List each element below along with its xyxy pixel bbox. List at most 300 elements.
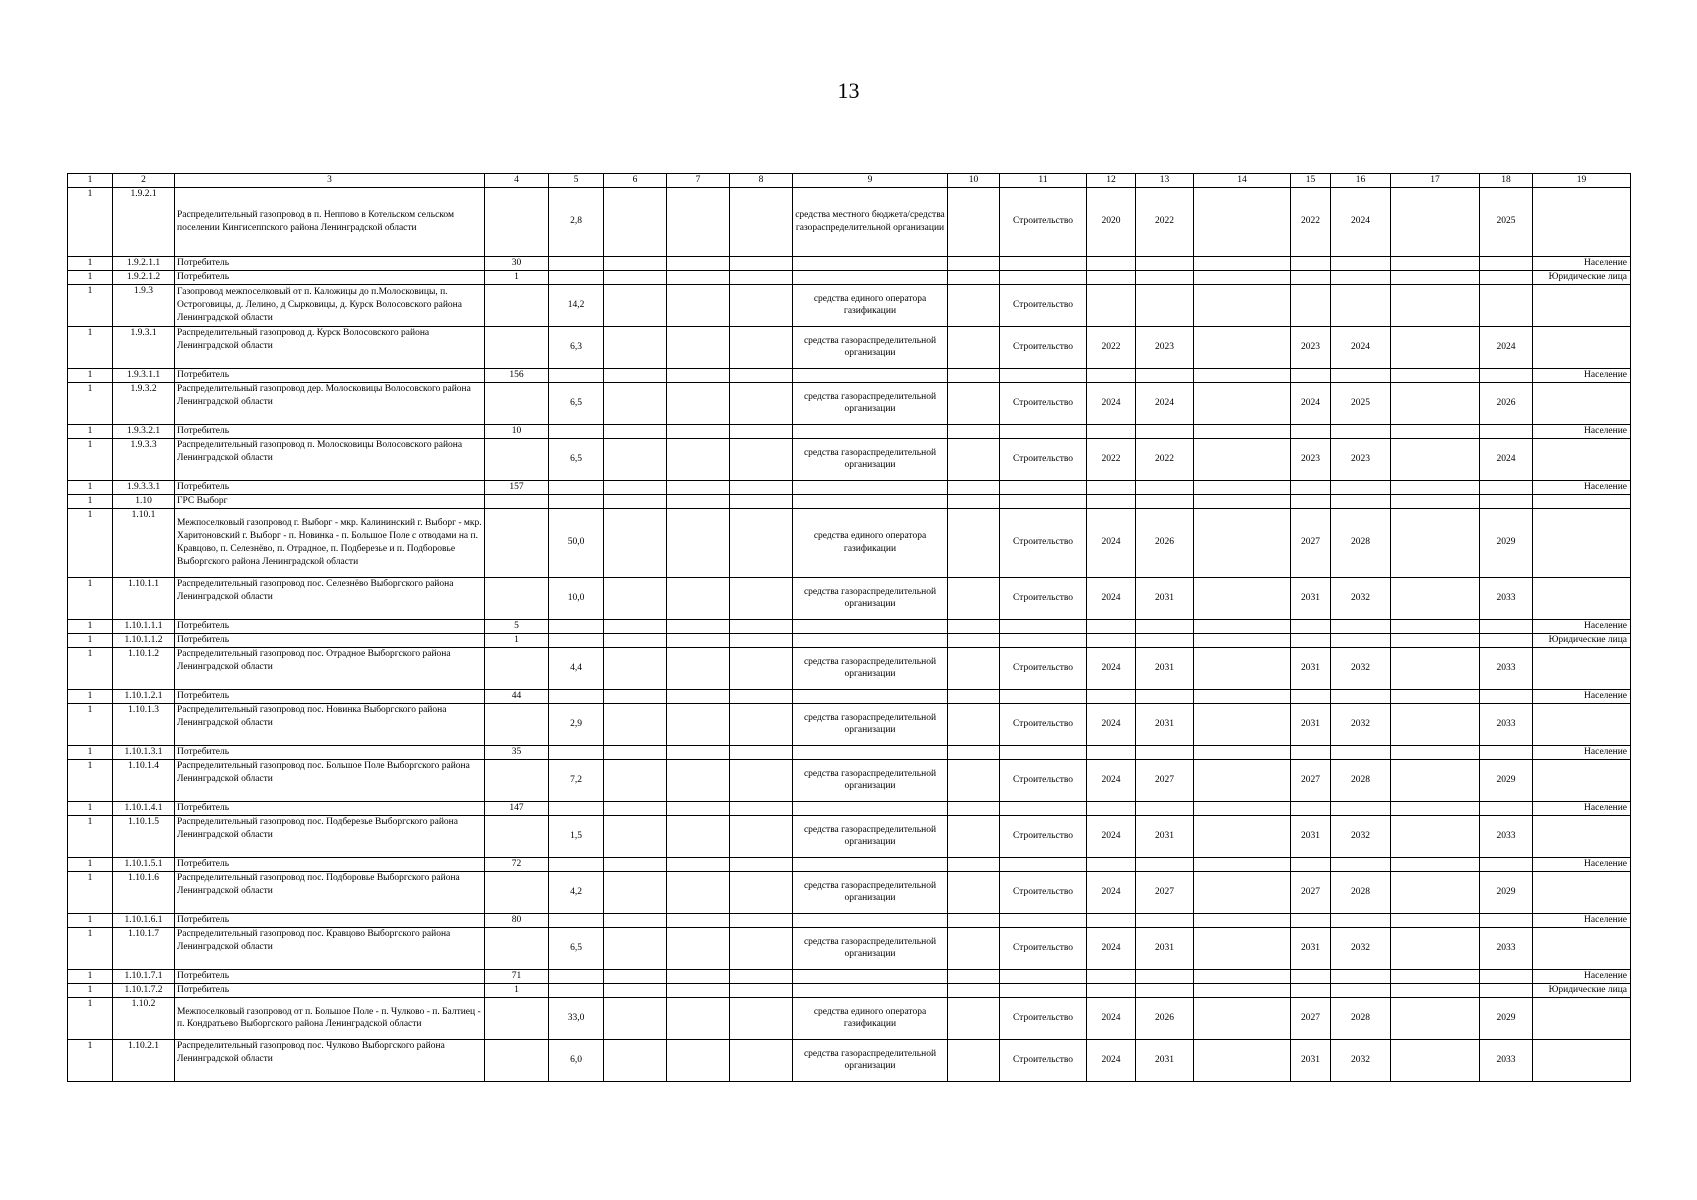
table-cell-col-2: 1.10.1.5.1 — [113, 857, 175, 871]
table-cell-col-9: средства газораспределительной организации — [793, 815, 948, 857]
table-cell-col-17 — [1391, 703, 1480, 745]
table-cell-col-13: 2026 — [1136, 997, 1194, 1039]
table-cell-col-18 — [1480, 633, 1533, 647]
table-cell-col-16: 2024 — [1331, 187, 1391, 256]
table-cell-col-2: 1.10.1.7 — [113, 927, 175, 969]
table-cell-col-16 — [1331, 913, 1391, 927]
table-cell-col-1: 1 — [68, 368, 113, 382]
table-cell-col-9: средства газораспределительной организации — [793, 577, 948, 619]
table-cell-col-5 — [549, 619, 604, 633]
table-cell-col-1: 1 — [68, 480, 113, 494]
table-cell-col-13: 2031 — [1136, 1039, 1194, 1081]
table-cell-col-1: 1 — [68, 424, 113, 438]
table-cell-col-17 — [1391, 256, 1480, 270]
table-cell-col-6 — [604, 647, 667, 689]
table-cell-col-6 — [604, 619, 667, 633]
table-cell-col-4: 10 — [485, 424, 549, 438]
table-cell-col-15: 2031 — [1291, 703, 1331, 745]
table-cell-col-9 — [793, 745, 948, 759]
table-cell-col-13 — [1136, 857, 1194, 871]
table-cell-col-14 — [1194, 480, 1291, 494]
table-cell-col-18 — [1480, 424, 1533, 438]
table-cell-col-9: средства газораспределительной организации — [793, 647, 948, 689]
table-cell-col-18 — [1480, 689, 1533, 703]
table-cell-col-17 — [1391, 647, 1480, 689]
table-cell-col-6 — [604, 424, 667, 438]
table-cell-col-2: 1.10.1.1 — [113, 577, 175, 619]
table-cell-col-6 — [604, 508, 667, 577]
table-cell-col-15 — [1291, 368, 1331, 382]
table-row — [68, 1039, 1631, 1081]
table-cell-col-15: 2023 — [1291, 438, 1331, 480]
table-cell-col-13 — [1136, 745, 1194, 759]
table-row — [68, 801, 1631, 815]
table-cell-col-15: 2027 — [1291, 759, 1331, 801]
table-cell-col-12: 2024 — [1087, 577, 1136, 619]
table-cell-col-19 — [1533, 997, 1631, 1039]
table-cell-col-9: средства газораспределительной организации — [793, 871, 948, 913]
table-row — [68, 326, 1631, 368]
table-row — [68, 438, 1631, 480]
table-cell-col-18: 2024 — [1480, 326, 1533, 368]
table-row — [68, 284, 1631, 326]
table-cell-col-12 — [1087, 619, 1136, 633]
table-cell-col-6 — [604, 1039, 667, 1081]
table-cell-col-8 — [730, 270, 793, 284]
table-cell-col-18: 2033 — [1480, 927, 1533, 969]
table-cell-col-1: 1 — [68, 703, 113, 745]
table-cell-col-18 — [1480, 368, 1533, 382]
table-cell-col-2: 1.10.1.2.1 — [113, 689, 175, 703]
table-row — [68, 997, 1631, 1039]
table-cell-col-6 — [604, 326, 667, 368]
table-cell-col-19: Население — [1533, 480, 1631, 494]
table-cell-col-17 — [1391, 997, 1480, 1039]
table-cell-col-15 — [1291, 745, 1331, 759]
table-row — [68, 913, 1631, 927]
column-number-8: 8 — [730, 174, 793, 188]
table-cell-col-6 — [604, 913, 667, 927]
table-cell-col-9: средства местного бюджета/средства газораспределительной организации — [793, 187, 948, 256]
table-cell-col-18 — [1480, 256, 1533, 270]
table-cell-col-3: Потребитель — [175, 745, 485, 759]
table-cell-col-15: 2031 — [1291, 577, 1331, 619]
table-cell-col-1: 1 — [68, 438, 113, 480]
table-cell-col-1: 1 — [68, 983, 113, 997]
table-cell-col-16: 2028 — [1331, 508, 1391, 577]
table-cell-col-11: Строительство — [1000, 1039, 1087, 1081]
table-cell-col-11 — [1000, 368, 1087, 382]
table-cell-col-6 — [604, 997, 667, 1039]
table-row — [68, 577, 1631, 619]
column-number-13: 13 — [1136, 174, 1194, 188]
table-cell-col-1: 1 — [68, 871, 113, 913]
table-cell-col-3: Распределительный газопровод пос. Подберезье Выборгского района Ленинградской области — [175, 815, 485, 857]
table-cell-col-19: Население — [1533, 689, 1631, 703]
table-cell-col-11 — [1000, 494, 1087, 508]
table-cell-col-7 — [667, 689, 730, 703]
table-cell-col-13: 2027 — [1136, 759, 1194, 801]
column-number-9: 9 — [793, 174, 948, 188]
table-cell-col-3: Распределительный газопровод дер. Молосковицы Волосовского района Ленинградской области — [175, 382, 485, 424]
table-cell-col-17 — [1391, 508, 1480, 577]
table-cell-col-5: 50,0 — [549, 508, 604, 577]
table-cell-col-3: Потребитель — [175, 256, 485, 270]
table-cell-col-6 — [604, 480, 667, 494]
table-cell-col-6 — [604, 759, 667, 801]
table-cell-col-16 — [1331, 857, 1391, 871]
table-cell-col-5 — [549, 270, 604, 284]
table-cell-col-2: 1.10.1.4 — [113, 759, 175, 801]
table-cell-col-4: 80 — [485, 913, 549, 927]
table-row — [68, 703, 1631, 745]
table-cell-col-8 — [730, 1039, 793, 1081]
table-cell-col-17 — [1391, 1039, 1480, 1081]
table-cell-col-4 — [485, 494, 549, 508]
table-cell-col-4: 71 — [485, 969, 549, 983]
table-cell-col-11: Строительство — [1000, 438, 1087, 480]
table-cell-col-15: 2027 — [1291, 871, 1331, 913]
table-cell-col-7 — [667, 480, 730, 494]
table-cell-col-15: 2027 — [1291, 997, 1331, 1039]
table-cell-col-6 — [604, 815, 667, 857]
table-cell-col-2: 1.9.3.1.1 — [113, 368, 175, 382]
table-cell-col-1: 1 — [68, 745, 113, 759]
table-cell-col-17 — [1391, 368, 1480, 382]
table-cell-col-19 — [1533, 508, 1631, 577]
table-cell-col-7 — [667, 382, 730, 424]
table-cell-col-2: 1.10.1.6 — [113, 871, 175, 913]
table-cell-col-9: средства единого оператора газификации — [793, 284, 948, 326]
table-cell-col-7 — [667, 619, 730, 633]
table-cell-col-3: Распределительный газопровод в п. Неппово в Котельском сельском поселении Кингисеппского района Ленинградской области — [175, 187, 485, 256]
table-cell-col-10 — [948, 689, 1000, 703]
table-cell-col-6 — [604, 368, 667, 382]
table-cell-col-8 — [730, 480, 793, 494]
table-cell-col-14 — [1194, 187, 1291, 256]
table-cell-col-12: 2022 — [1087, 326, 1136, 368]
table-cell-col-19 — [1533, 703, 1631, 745]
table-cell-col-11: Строительство — [1000, 815, 1087, 857]
table-cell-col-10 — [948, 438, 1000, 480]
table-cell-col-1: 1 — [68, 619, 113, 633]
table-cell-col-3: Потребитель — [175, 983, 485, 997]
table-row — [68, 382, 1631, 424]
table-cell-col-3: Потребитель — [175, 633, 485, 647]
table-cell-col-7 — [667, 577, 730, 619]
table-row — [68, 619, 1631, 633]
table-cell-col-14 — [1194, 494, 1291, 508]
table-cell-col-8 — [730, 969, 793, 983]
table-cell-col-7 — [667, 815, 730, 857]
table-cell-col-3: Распределительный газопровод пос. Чулково Выборгского района Ленинградской области — [175, 1039, 485, 1081]
table-cell-col-4 — [485, 647, 549, 689]
table-cell-col-5 — [549, 857, 604, 871]
table-cell-col-1: 1 — [68, 759, 113, 801]
table-cell-col-16 — [1331, 689, 1391, 703]
table-cell-col-14 — [1194, 759, 1291, 801]
table-cell-col-19: Население — [1533, 969, 1631, 983]
table-cell-col-3: Потребитель — [175, 689, 485, 703]
table-cell-col-4 — [485, 326, 549, 368]
table-cell-col-3: Распределительный газопровод пос. Большое Поле Выборгского района Ленинградской области — [175, 759, 485, 801]
table-cell-col-15: 2031 — [1291, 647, 1331, 689]
table-cell-col-4 — [485, 382, 549, 424]
table-cell-col-16: 2025 — [1331, 382, 1391, 424]
table-cell-col-7 — [667, 424, 730, 438]
table-cell-col-1: 1 — [68, 577, 113, 619]
table-cell-col-5 — [549, 913, 604, 927]
table-cell-col-10 — [948, 871, 1000, 913]
table-cell-col-9 — [793, 983, 948, 997]
table-cell-col-12: 2024 — [1087, 382, 1136, 424]
table-cell-col-17 — [1391, 187, 1480, 256]
table-cell-col-13 — [1136, 270, 1194, 284]
table-cell-col-8 — [730, 382, 793, 424]
table-cell-col-13: 2031 — [1136, 703, 1194, 745]
table-cell-col-13 — [1136, 494, 1194, 508]
table-cell-col-15: 2031 — [1291, 927, 1331, 969]
table-cell-col-9 — [793, 480, 948, 494]
table-cell-col-15 — [1291, 969, 1331, 983]
table-cell-col-15: 2024 — [1291, 382, 1331, 424]
table-cell-col-9 — [793, 270, 948, 284]
table-cell-col-5 — [549, 983, 604, 997]
table-cell-col-5: 2,9 — [549, 703, 604, 745]
table-cell-col-12: 2022 — [1087, 438, 1136, 480]
table-cell-col-9: средства единого оператора газификации — [793, 508, 948, 577]
table-cell-col-6 — [604, 270, 667, 284]
table-cell-col-10 — [948, 382, 1000, 424]
table-cell-col-5: 6,0 — [549, 1039, 604, 1081]
table-cell-col-19 — [1533, 187, 1631, 256]
table-cell-col-2: 1.9.2.1 — [113, 187, 175, 256]
table-cell-col-5 — [549, 745, 604, 759]
table-cell-col-11: Строительство — [1000, 647, 1087, 689]
table-cell-col-18 — [1480, 983, 1533, 997]
table-cell-col-12 — [1087, 284, 1136, 326]
table-cell-col-4 — [485, 187, 549, 256]
table-cell-col-1: 1 — [68, 187, 113, 256]
table-cell-col-17 — [1391, 983, 1480, 997]
table-cell-col-3: Межпоселковый газопровод от п. Большое Поле - п. Чулково - п. Балтиец - п. Кондратьево Выборгского района Ленинградской области — [175, 997, 485, 1039]
table-cell-col-10 — [948, 256, 1000, 270]
table-cell-col-9: средства газораспределительной организации — [793, 703, 948, 745]
table-cell-col-9 — [793, 494, 948, 508]
table-cell-col-16: 2032 — [1331, 703, 1391, 745]
table-cell-col-5: 33,0 — [549, 997, 604, 1039]
table-cell-col-3: Газопровод межпоселковый от п. Каложицы до п.Молосковицы, п. Остроговицы, д. Лелино, д Сырковицы, д. Курск Волосовского района Ленинградской области — [175, 284, 485, 326]
table-cell-col-7 — [667, 256, 730, 270]
table-cell-col-4 — [485, 815, 549, 857]
table-cell-col-12: 2020 — [1087, 187, 1136, 256]
table-cell-col-16: 2032 — [1331, 647, 1391, 689]
table-cell-col-12 — [1087, 256, 1136, 270]
table-row — [68, 689, 1631, 703]
table-cell-col-7 — [667, 368, 730, 382]
table-cell-col-6 — [604, 284, 667, 326]
table-cell-col-3: Потребитель — [175, 857, 485, 871]
table-cell-col-1: 1 — [68, 256, 113, 270]
table-cell-col-12 — [1087, 913, 1136, 927]
table-cell-col-2: 1.9.2.1.1 — [113, 256, 175, 270]
table-cell-col-4 — [485, 577, 549, 619]
table-cell-col-10 — [948, 1039, 1000, 1081]
table-cell-col-6 — [604, 801, 667, 815]
table-cell-col-11 — [1000, 619, 1087, 633]
table-cell-col-14 — [1194, 927, 1291, 969]
table-cell-col-4: 157 — [485, 480, 549, 494]
table-cell-col-1: 1 — [68, 633, 113, 647]
table-cell-col-2: 1.10.1 — [113, 508, 175, 577]
table-cell-col-12: 2024 — [1087, 647, 1136, 689]
table-cell-col-17 — [1391, 857, 1480, 871]
table-cell-col-5: 6,5 — [549, 382, 604, 424]
table-cell-col-12 — [1087, 368, 1136, 382]
table-cell-col-12: 2024 — [1087, 997, 1136, 1039]
table-cell-col-2: 1.10.1.3.1 — [113, 745, 175, 759]
table-cell-col-10 — [948, 494, 1000, 508]
table-cell-col-15 — [1291, 270, 1331, 284]
table-cell-col-8 — [730, 801, 793, 815]
table-cell-col-14 — [1194, 703, 1291, 745]
table-cell-col-11 — [1000, 745, 1087, 759]
table-cell-col-15 — [1291, 256, 1331, 270]
table-cell-col-6 — [604, 983, 667, 997]
table-cell-col-18: 2029 — [1480, 759, 1533, 801]
table-cell-col-11 — [1000, 689, 1087, 703]
table-cell-col-19: Юридические лица — [1533, 270, 1631, 284]
table-cell-col-4 — [485, 759, 549, 801]
table-cell-col-5 — [549, 689, 604, 703]
table-cell-col-16 — [1331, 368, 1391, 382]
table-cell-col-9: средства газораспределительной организации — [793, 1039, 948, 1081]
table-body — [68, 174, 1631, 1082]
table-row — [68, 647, 1631, 689]
table-row — [68, 494, 1631, 508]
table-cell-col-7 — [667, 745, 730, 759]
table-cell-col-17 — [1391, 815, 1480, 857]
table-cell-col-8 — [730, 619, 793, 633]
table-cell-col-19: Юридические лица — [1533, 633, 1631, 647]
table-cell-col-14 — [1194, 1039, 1291, 1081]
table-cell-col-14 — [1194, 508, 1291, 577]
table-cell-col-10 — [948, 927, 1000, 969]
table-cell-col-3: Потребитель — [175, 801, 485, 815]
table-cell-col-8 — [730, 577, 793, 619]
table-cell-col-19: Население — [1533, 619, 1631, 633]
table-cell-col-10 — [948, 815, 1000, 857]
table-cell-col-8 — [730, 424, 793, 438]
table-cell-col-17 — [1391, 619, 1480, 633]
table-cell-col-19 — [1533, 759, 1631, 801]
table-cell-col-14 — [1194, 326, 1291, 368]
table-cell-col-10 — [948, 270, 1000, 284]
table-cell-col-4: 35 — [485, 745, 549, 759]
table-cell-col-11: Строительство — [1000, 382, 1087, 424]
table-cell-col-4 — [485, 871, 549, 913]
table-cell-col-7 — [667, 927, 730, 969]
table-cell-col-7 — [667, 997, 730, 1039]
table-cell-col-9: средства газораспределительной организации — [793, 382, 948, 424]
table-cell-col-6 — [604, 382, 667, 424]
column-number-5: 5 — [549, 174, 604, 188]
table-cell-col-13 — [1136, 619, 1194, 633]
table-row — [68, 745, 1631, 759]
table-cell-col-14 — [1194, 969, 1291, 983]
table-cell-col-5: 6,5 — [549, 927, 604, 969]
table-cell-col-10 — [948, 633, 1000, 647]
table-cell-col-10 — [948, 969, 1000, 983]
table-cell-col-18: 2033 — [1480, 577, 1533, 619]
table-cell-col-15: 2023 — [1291, 326, 1331, 368]
table-cell-col-11: Строительство — [1000, 284, 1087, 326]
table-cell-col-4 — [485, 997, 549, 1039]
table-cell-col-6 — [604, 256, 667, 270]
table-cell-col-4: 1 — [485, 983, 549, 997]
table-cell-col-16 — [1331, 619, 1391, 633]
table-cell-col-17 — [1391, 480, 1480, 494]
table-cell-col-9 — [793, 368, 948, 382]
table-cell-col-5 — [549, 368, 604, 382]
table-cell-col-6 — [604, 494, 667, 508]
table-cell-col-10 — [948, 745, 1000, 759]
table-cell-col-18 — [1480, 913, 1533, 927]
table-cell-col-10 — [948, 857, 1000, 871]
table-cell-col-5: 4,4 — [549, 647, 604, 689]
table-cell-col-18 — [1480, 284, 1533, 326]
table-cell-col-4 — [485, 703, 549, 745]
table-cell-col-8 — [730, 857, 793, 871]
table-cell-col-13: 2027 — [1136, 871, 1194, 913]
column-number-15: 15 — [1291, 174, 1331, 188]
table-cell-col-13: 2031 — [1136, 927, 1194, 969]
table-cell-col-18 — [1480, 857, 1533, 871]
table-cell-col-11 — [1000, 857, 1087, 871]
table-cell-col-8 — [730, 745, 793, 759]
table-cell-col-14 — [1194, 619, 1291, 633]
table-cell-col-3: Потребитель — [175, 480, 485, 494]
column-number-3: 3 — [175, 174, 485, 188]
table-cell-col-6 — [604, 969, 667, 983]
table-cell-col-14 — [1194, 871, 1291, 913]
table-cell-col-11 — [1000, 480, 1087, 494]
table-cell-col-8 — [730, 689, 793, 703]
table-cell-col-4: 147 — [485, 801, 549, 815]
table-cell-col-9 — [793, 633, 948, 647]
table-cell-col-16 — [1331, 424, 1391, 438]
table-cell-col-10 — [948, 187, 1000, 256]
table-cell-col-14 — [1194, 438, 1291, 480]
table-cell-col-17 — [1391, 913, 1480, 927]
table-cell-col-11: Строительство — [1000, 187, 1087, 256]
table-cell-col-18: 2033 — [1480, 647, 1533, 689]
table-cell-col-12: 2024 — [1087, 703, 1136, 745]
page-number: 13 — [837, 78, 860, 103]
table-cell-col-18: 2029 — [1480, 871, 1533, 913]
table-cell-col-1: 1 — [68, 284, 113, 326]
table-cell-col-16: 2024 — [1331, 326, 1391, 368]
table-cell-col-2: 1.9.3.2.1 — [113, 424, 175, 438]
table-cell-col-16 — [1331, 494, 1391, 508]
table-cell-col-16: 2032 — [1331, 577, 1391, 619]
table-cell-col-6 — [604, 689, 667, 703]
table-cell-col-13 — [1136, 424, 1194, 438]
table-cell-col-17 — [1391, 927, 1480, 969]
table-cell-col-10 — [948, 284, 1000, 326]
table-cell-col-19 — [1533, 815, 1631, 857]
table-cell-col-13 — [1136, 689, 1194, 703]
